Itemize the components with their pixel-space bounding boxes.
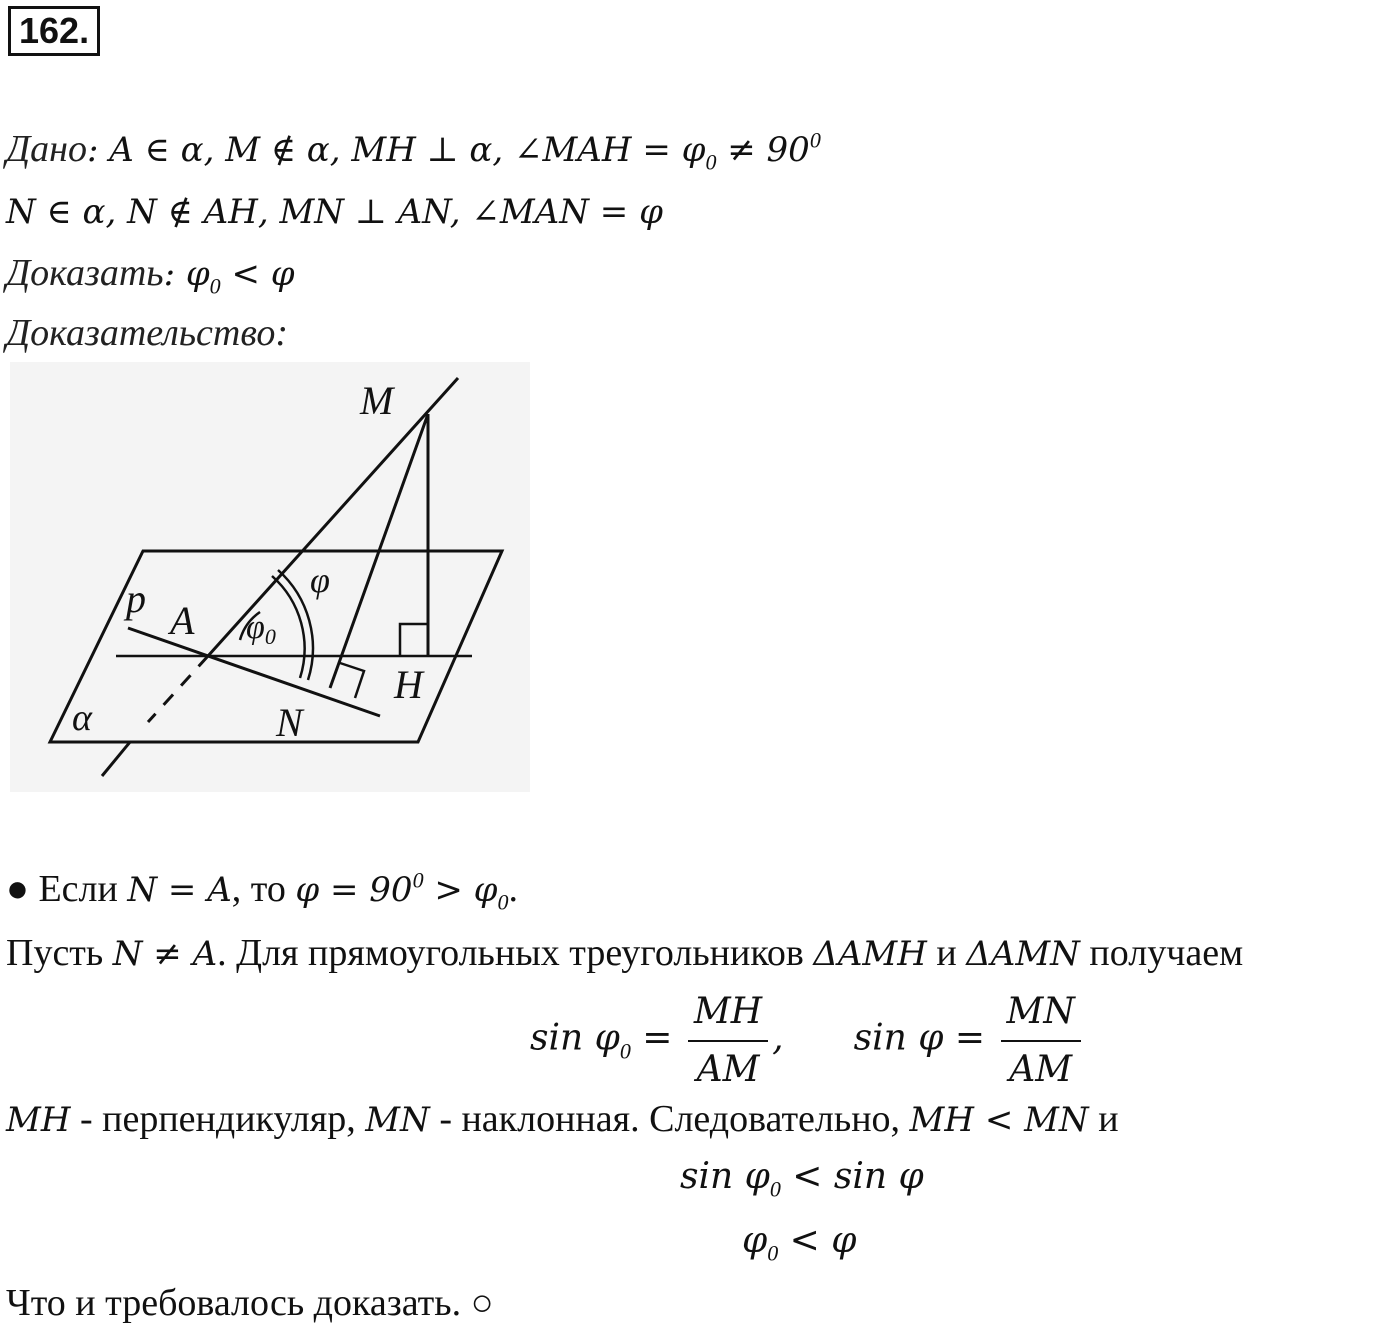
qed-mark: ○ xyxy=(470,1282,494,1324)
label-phi0: φ0 xyxy=(246,609,276,649)
label-h: H xyxy=(394,662,423,707)
proof-label-line: Доказательство: xyxy=(6,312,289,354)
given-line-2-expr: N ∈ α, N ∉ AH, MN ⊥ AN, ∠MAN = φ xyxy=(6,192,663,232)
inequality-phi: $\varphi_0 < \varphi$ xyxy=(742,1220,857,1266)
given-label: Дано xyxy=(6,128,88,170)
prove-label: Доказать xyxy=(6,252,164,294)
prove-line: Доказать: $\varphi_0 < \varphi$ xyxy=(6,252,295,299)
label-p: p xyxy=(126,576,146,621)
fraction-mh-am: $\frac{MH}{AM}$ xyxy=(688,984,768,1098)
case-n-equals-a: ● Если N = A, то $\varphi = 90^0 > \varphi_0$. xyxy=(6,867,518,915)
bullet: ● xyxy=(6,868,29,910)
proof-label: Доказательство xyxy=(6,312,276,354)
label-m: M xyxy=(360,378,394,423)
label-n: N xyxy=(276,700,303,745)
label-alpha: α xyxy=(72,697,92,739)
label-a: A xyxy=(170,598,195,643)
fraction-mn-am: $\frac{MN}{AM}$ xyxy=(1001,984,1081,1098)
geometry-figure xyxy=(10,362,530,792)
problem-number: 162. xyxy=(8,6,100,56)
sin-formula: $\sin \varphi_0$ = $\frac{MH}{AM}$ , sin φ = $\frac{MN}{AM}$ xyxy=(530,984,1085,1098)
conclusion: Что и требовалось доказать. ○ xyxy=(6,1282,494,1324)
given-line-1: Дано: A ∈ α, M ∉ α, MH ⊥ α, ∠MAH = $\varphi_0 \ne 90^0$ xyxy=(6,127,821,175)
given-line-1-expr: A ∈ α, M ∉ α, MH ⊥ α, ∠MAH = φ xyxy=(109,130,706,170)
reason-line: MH - перпендикуляр, MN - наклонная. Следовательно, MH < MN и xyxy=(6,1098,1119,1140)
given-line-2 xyxy=(6,186,663,237)
label-phi: φ xyxy=(310,560,330,600)
case-n-not-a: Пусть N ≠ A. Для прямоугольных треугольников ΔAMH и ΔAMN получаем xyxy=(6,932,1244,974)
inequality-sin: $\sin \varphi_0 < \sin \varphi$ xyxy=(680,1156,924,1202)
